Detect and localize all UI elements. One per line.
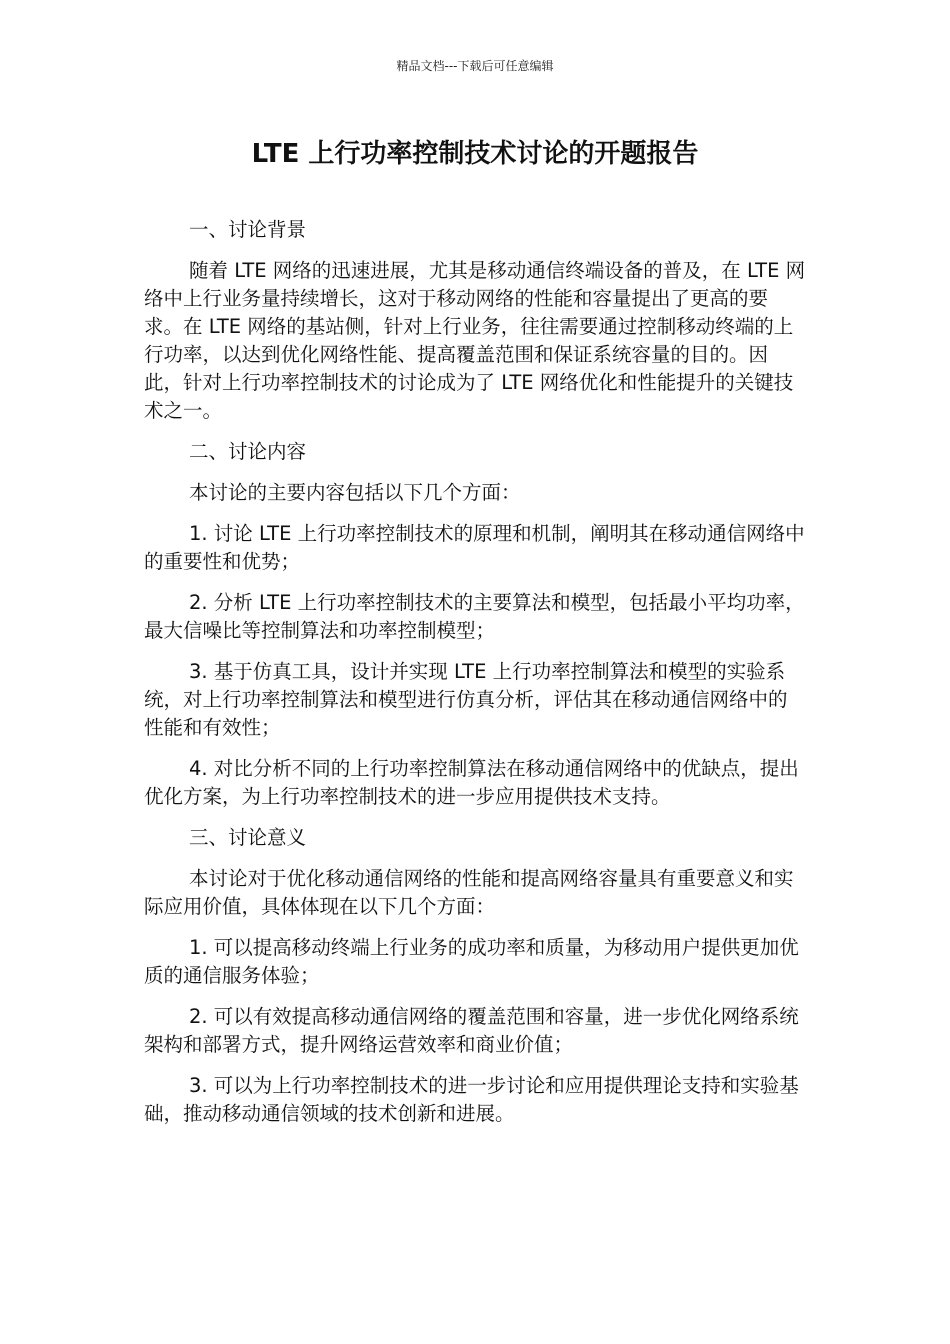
header-note: 精品文档---下载后可任意编辑 (396, 59, 554, 73)
background-paragraph: 随着 LTE 网络的迅速进展，尤其是移动通信终端设备的普及，在 LTE 网络中上行业务量持续增长，这对于移动网络的性能和容量提出了更高的要求。在 LTE 网络的基站侧，针对上行业务，往往需要通过控制移动终端的上行功率，以达到优化网络性能、提高覆盖范围和保证系统容量的目的。因此，针对上行功率控制技术的讨论成为了 LTE 网络优化和性能提升的关键技术之一。 (144, 259, 806, 422)
document-body (144, 216, 806, 1141)
content-intro: 本讨论的主要内容包括以下几个方面： (189, 481, 521, 504)
significance-intro: 本讨论对于优化移动通信网络的性能和提高网络容量具有重要意义和实际应用价值，具体体现在以下几个方面： (144, 867, 794, 918)
section-heading-background: 一、讨论背景 (189, 218, 307, 241)
content-item: 1. 讨论 LTE 上行功率控制技术的原理和机制，阐明其在移动通信网络中的重要性和优势； (144, 522, 805, 573)
document-title: LTE 上行功率控制技术讨论的开题报告 (251, 139, 699, 169)
content-item: 2. 分析 LTE 上行功率控制技术的主要算法和模型，包括最小平均功率，最大信噪比等控制算法和功率控制模型； (144, 591, 805, 642)
significance-item: 1. 可以提高移动终端上行业务的成功率和质量，为移动用户提供更加优质的通信服务体验； (144, 936, 799, 987)
significance-item: 2. 可以有效提高移动通信网络的覆盖范围和容量，进一步优化网络系统架构和部署方式，提升网络运营效率和商业价值； (144, 1005, 799, 1056)
content-item: 3. 基于仿真工具，设计并实现 LTE 上行功率控制算法和模型的实验系统，对上行功率控制算法和模型进行仿真分析，评估其在移动通信网络中的性能和有效性； (144, 660, 788, 739)
section-heading-significance: 三、讨论意义 (189, 826, 307, 849)
significance-item: 3. 可以为上行功率控制技术的进一步讨论和应用提供理论支持和实验基础，推动移动通信领域的技术创新和进展。 (144, 1074, 799, 1125)
content-item: 4. 对比分析不同的上行功率控制算法在移动通信网络中的优缺点，提出优化方案，为上行功率控制技术的进一步应用提供技术支持。 (144, 757, 799, 808)
section-heading-content: 二、讨论内容 (189, 440, 307, 463)
